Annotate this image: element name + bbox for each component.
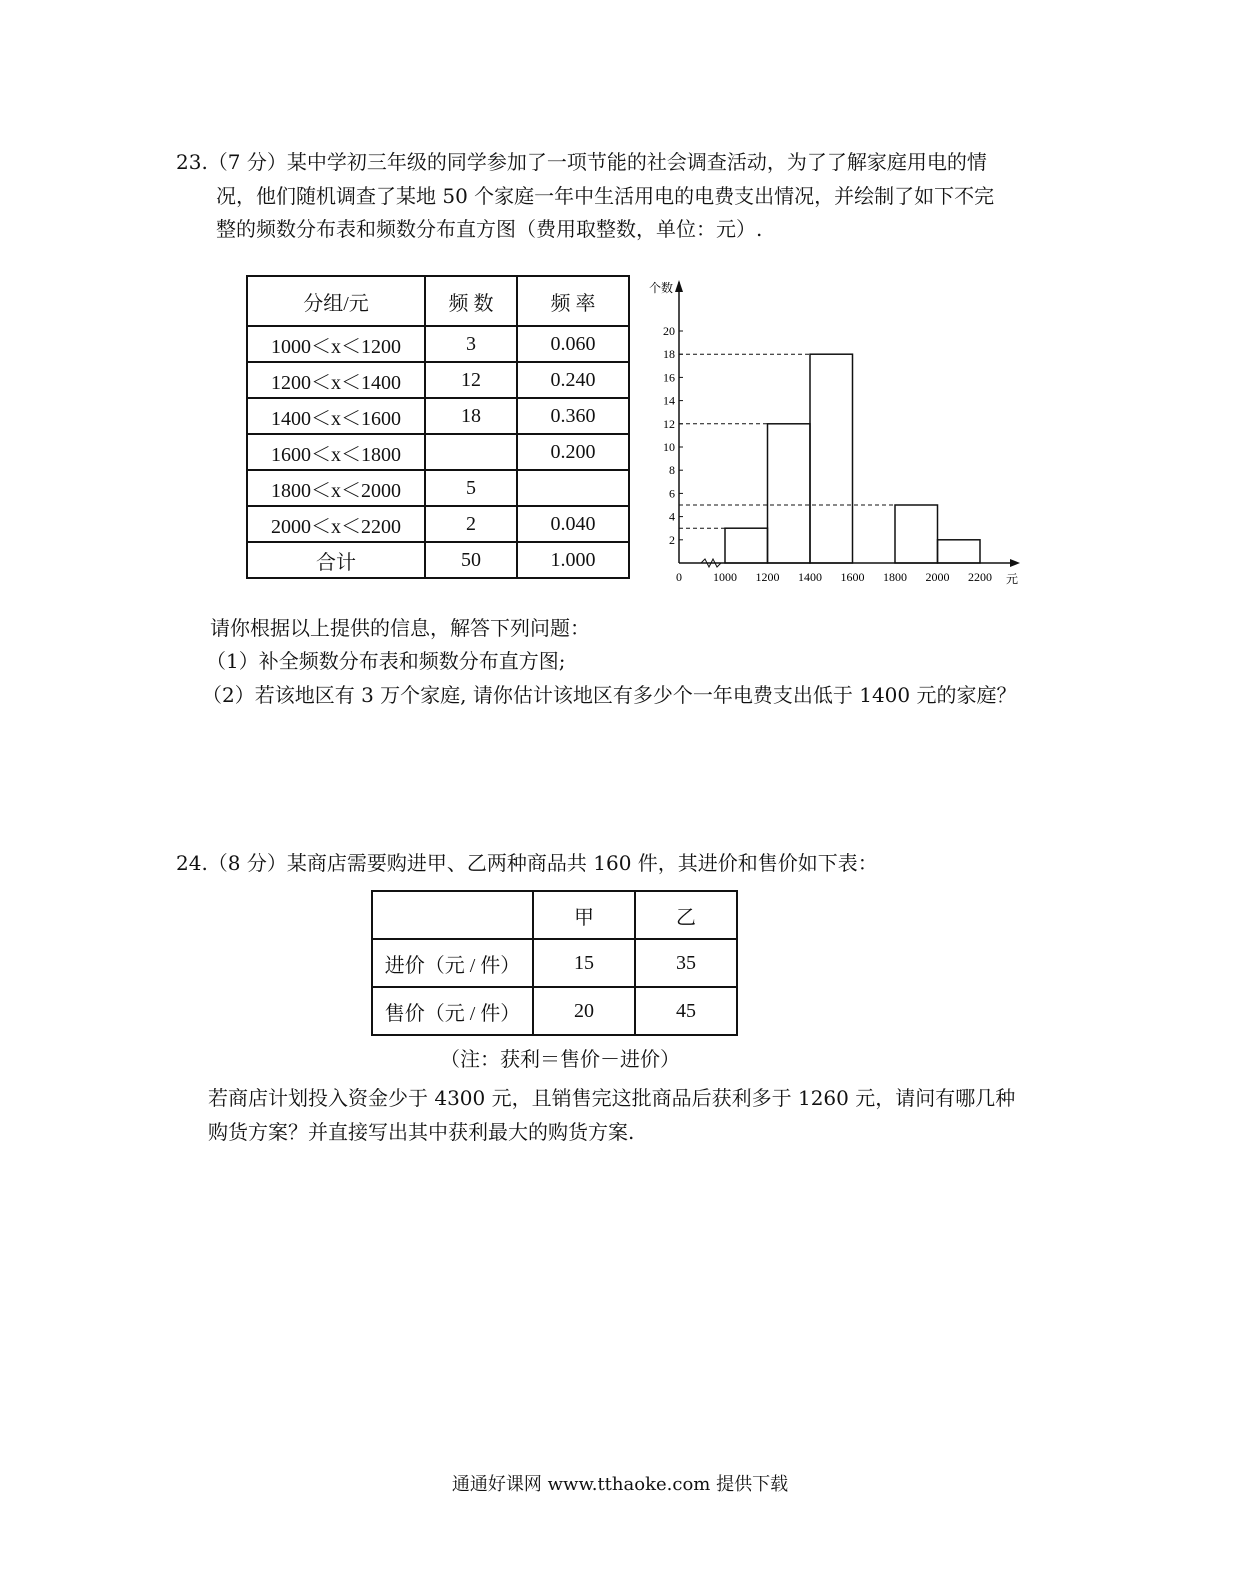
table-row bbox=[247, 326, 629, 362]
table-row bbox=[247, 398, 629, 434]
table-row bbox=[372, 987, 737, 1035]
frequency-table bbox=[246, 275, 630, 579]
cell-group: 1400＜x＜1600 bbox=[247, 398, 425, 434]
cell-yi: 35 bbox=[635, 939, 737, 987]
cell-rate: 0.200 bbox=[517, 434, 629, 470]
x-tick-label: 1000 bbox=[713, 570, 737, 584]
table-row-total bbox=[247, 542, 629, 578]
cell-rate: 1.000 bbox=[517, 542, 629, 578]
cell-rate: 0.060 bbox=[517, 326, 629, 362]
histogram-bar bbox=[810, 354, 853, 563]
cell-group: 1800＜x＜2000 bbox=[247, 470, 425, 506]
y-tick-label: 16 bbox=[663, 370, 675, 385]
table-row bbox=[372, 939, 737, 987]
y-tick-label: 8 bbox=[669, 463, 675, 478]
cell-jia: 20 bbox=[533, 987, 635, 1035]
cell-group: 1600＜x＜1800 bbox=[247, 434, 425, 470]
x-tick-label: 2000 bbox=[925, 570, 950, 584]
cell-frequency: 5 bbox=[425, 470, 517, 506]
q23-part1: （1）补全频数分布表和频数分布直方图; bbox=[206, 649, 566, 673]
y-tick-label: 4 bbox=[669, 509, 675, 524]
histogram-bar bbox=[768, 424, 811, 563]
x-tick-label: 1800 bbox=[883, 570, 907, 584]
q24-body-line2: 购货方案？并直接写出其中获利最大的购货方案. bbox=[208, 1120, 635, 1144]
y-tick-label: 6 bbox=[669, 486, 675, 501]
x-tick-label: 1400 bbox=[798, 570, 822, 584]
header-group: 分组/元 bbox=[247, 276, 425, 326]
cell-group: 2000＜x＜2200 bbox=[247, 506, 425, 542]
cell-rate: 0.240 bbox=[517, 362, 629, 398]
q23-line2: 况，他们随机调查了某地 50 个家庭一年中生活用电的电费支出情况，并绘制了如下不完 bbox=[216, 184, 995, 208]
table-row bbox=[247, 470, 629, 506]
y-tick-label: 18 bbox=[663, 347, 675, 362]
q24-body-line1: 若商店计划投入资金少于 4300 元，且销售完这批商品后获利多于 1260 元，请问有哪几种 bbox=[208, 1086, 1016, 1110]
frequency-histogram bbox=[648, 272, 1035, 602]
q24-note: （注：获利＝售价－进价） bbox=[440, 1047, 680, 1071]
table-row bbox=[247, 362, 629, 398]
cell-frequency: 50 bbox=[425, 542, 517, 578]
q24-line1: 24.（8 分）某商店需要购进甲、乙两种商品共 160 件，其进价和售价如下表： bbox=[176, 851, 878, 875]
x-tick-label: 2200 bbox=[968, 570, 992, 584]
cell-frequency: 2 bbox=[425, 506, 517, 542]
q23-line1: 23.（7 分）某中学初三年级的同学参加了一项节能的社会调查活动，为了了解家庭用电的情 bbox=[176, 150, 987, 174]
cell-frequency: 18 bbox=[425, 398, 517, 434]
y-axis-label: 个数 bbox=[648, 281, 674, 295]
cell-jia: 15 bbox=[533, 939, 635, 987]
header-frequency: 频 数 bbox=[425, 276, 517, 326]
x-tick-label: 1600 bbox=[840, 570, 865, 584]
cell-rate: 0.360 bbox=[517, 398, 629, 434]
x-axis-arrow bbox=[1010, 559, 1020, 567]
cell-rate bbox=[517, 470, 629, 506]
y-tick-label: 10 bbox=[663, 440, 675, 454]
histogram-bar bbox=[725, 528, 768, 563]
cell-group: 合计 bbox=[247, 542, 425, 578]
price-table bbox=[371, 890, 738, 1036]
footer: 通通好课网 www.tthaoke.com 提供下载 bbox=[451, 1474, 789, 1495]
header-empty bbox=[372, 891, 533, 939]
y-tick-label: 2 bbox=[669, 532, 675, 547]
header-yi: 乙 bbox=[635, 891, 737, 939]
cell-label: 售价（元 / 件） bbox=[372, 987, 533, 1035]
cell-yi: 45 bbox=[635, 987, 737, 1035]
q23-line3: 整的频数分布表和频数分布直方图（费用取整数，单位：元）. bbox=[216, 217, 763, 241]
x-tick-label: 1200 bbox=[755, 570, 780, 584]
x-tick-label: 0 bbox=[676, 570, 682, 584]
header-rate: 频 率 bbox=[517, 276, 629, 326]
cell-frequency: 12 bbox=[425, 362, 517, 398]
q23-part2: （2）若该地区有 3 万个家庭, 请你估计该地区有多少个一年电费支出低于 1400 元的家庭？ bbox=[202, 683, 1017, 707]
cell-group: 1200＜x＜1400 bbox=[247, 362, 425, 398]
cell-frequency: 3 bbox=[425, 326, 517, 362]
histogram-bar bbox=[938, 540, 981, 563]
frequency-table-header bbox=[247, 276, 629, 326]
x-axis-label: 元 bbox=[1005, 572, 1019, 586]
table-row bbox=[247, 434, 629, 470]
cell-label: 进价（元 / 件） bbox=[372, 939, 533, 987]
cell-group: 1000＜x＜1200 bbox=[247, 326, 425, 362]
header-jia: 甲 bbox=[533, 891, 635, 939]
y-tick-label: 20 bbox=[663, 324, 675, 338]
price-table-header bbox=[372, 891, 737, 939]
cell-frequency bbox=[425, 434, 517, 470]
cell-rate: 0.040 bbox=[517, 506, 629, 542]
y-tick-label: 14 bbox=[663, 393, 675, 408]
y-tick-label: 12 bbox=[663, 416, 675, 431]
table-row bbox=[247, 506, 629, 542]
q23-prompt: 请你根据以上提供的信息，解答下列问题： bbox=[210, 616, 590, 640]
histogram-bar bbox=[895, 505, 938, 563]
y-axis-arrow bbox=[675, 280, 683, 292]
